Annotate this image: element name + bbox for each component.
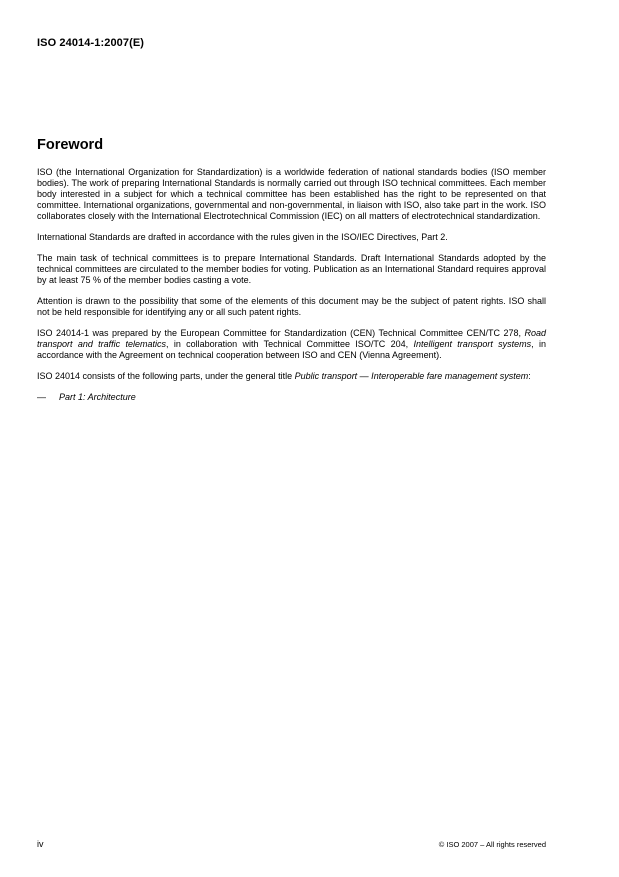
list-dash: —: [37, 392, 46, 402]
preparation-text-3: , in accordance with the Agreement on technical cooperation between ISO and CEN (Vienna Agreement).: [37, 339, 546, 360]
general-title: Public transport — Interoperable fare management system: [294, 371, 529, 381]
paragraph-patent-rights: Attention is drawn to the possibility that some of the elements of this document may be the subject of patent rights. ISO shall not be held responsible for identifying any or all such patent rights.: [37, 296, 546, 317]
document-id-header: ISO 24014-1:2007(E): [37, 37, 145, 49]
committee-name-iso: Intelligent transport systems: [413, 339, 532, 349]
preparation-text-1: ISO 24014-1 was prepared by the European Committee for Standardization (CEN) Technical Committee CEN/TC 278,: [37, 328, 525, 338]
list-item: [37, 392, 546, 403]
parts-intro-colon: :: [528, 371, 531, 381]
part-label: Part 1: Architecture: [59, 392, 136, 402]
foreword-body: [37, 167, 546, 403]
page-number: iv: [37, 839, 44, 849]
paragraph-parts-intro: [37, 371, 546, 382]
parts-intro-text: ISO 24014 consists of the following parts, under the general title: [37, 371, 295, 381]
preparation-text-2: , in collaboration with Technical Committee ISO/TC 204,: [166, 339, 414, 349]
paragraph-directives: International Standards are drafted in accordance with the rules given in the ISO/IEC Directives, Part 2.: [37, 232, 448, 242]
paragraph-iso-intro: ISO (the International Organization for Standardization) is a worldwide federation of national standards bodies (ISO member bodies). The work of preparing International Standards is normally carried out through ISO technical committees. Each member body interested in a subject for which a technical committee has been established has the right to be represented on that committee. International organizations, governmental and non-governmental, in liaison with ISO, also take part in the work. ISO collaborates closely with the International Electrotechnical Commission (IEC) on all matters of electrotechnical standardization.: [37, 167, 546, 221]
paragraph-preparation: [37, 328, 546, 361]
paragraph-committees: The main task of technical committees is to prepare International Standards. Draft International Standards adopted by the technical committees are circulated to the member bodies for voting. Publication as an International Standard requires approval by at least 75 % of the member bodies casting a vote.: [37, 253, 546, 285]
copyright-notice: © ISO 2007 – All rights reserved: [438, 840, 546, 849]
committee-name-cen: Road transport and traffic telematics: [37, 328, 546, 349]
page-title: Foreword: [37, 137, 104, 153]
